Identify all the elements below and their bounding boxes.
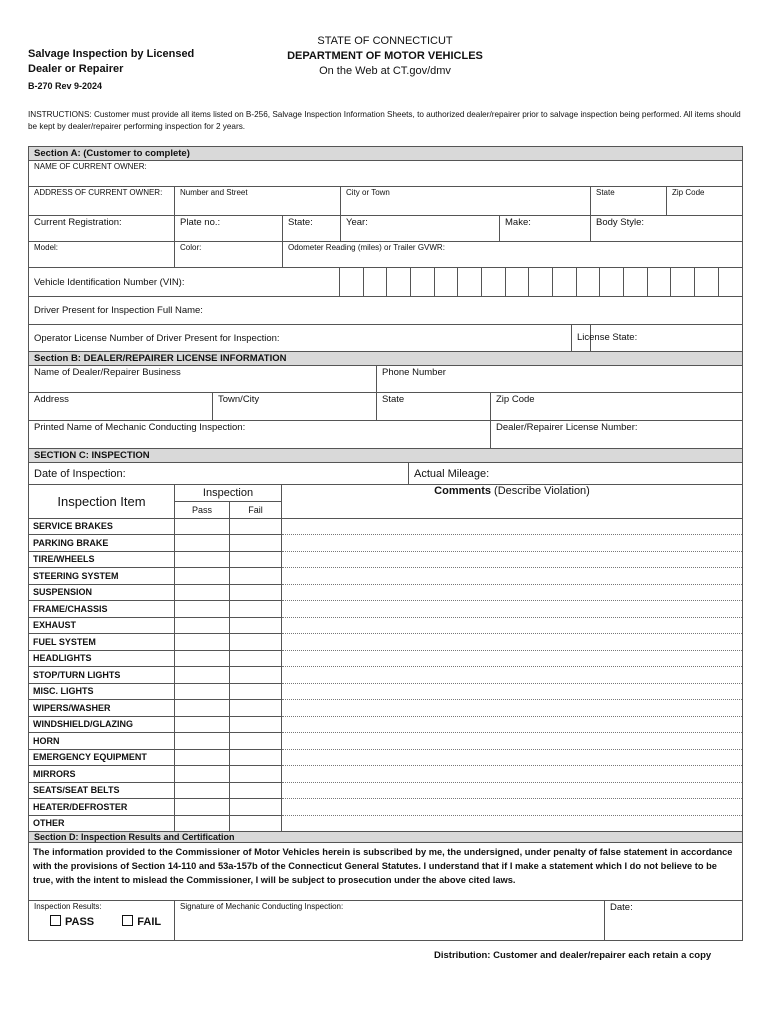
vin-char-box[interactable] bbox=[458, 268, 482, 296]
number-street-field[interactable]: Number and Street bbox=[175, 187, 341, 216]
pass-cell[interactable] bbox=[175, 601, 230, 618]
actual-mileage-field[interactable]: Actual Mileage: bbox=[409, 463, 743, 485]
inspection-row bbox=[29, 700, 743, 717]
fail-label: FAIL bbox=[137, 916, 162, 928]
inspection-row bbox=[29, 518, 743, 535]
fail-cell[interactable] bbox=[230, 634, 282, 651]
odometer-field[interactable]: Odometer Reading (miles) or Trailer GVWR: bbox=[283, 242, 743, 268]
fail-cell[interactable] bbox=[230, 518, 282, 535]
license-state-cell bbox=[577, 325, 743, 352]
form-number: B-270 Rev 9-2024 bbox=[28, 81, 103, 91]
year-make-field[interactable] bbox=[341, 216, 591, 242]
vin-char-box[interactable] bbox=[718, 268, 742, 296]
comment-cell[interactable] bbox=[282, 766, 743, 783]
inspection-row bbox=[29, 617, 743, 634]
fail-cell[interactable] bbox=[230, 799, 282, 816]
section-d-title: Section D: Inspection Results and Certification bbox=[29, 832, 743, 843]
results-options bbox=[34, 915, 169, 928]
zip-field[interactable]: Zip Code bbox=[491, 393, 743, 421]
comment-cell[interactable] bbox=[282, 799, 743, 816]
inspection-row bbox=[29, 535, 743, 552]
vin-char-box[interactable] bbox=[647, 268, 671, 296]
fail-cell[interactable] bbox=[230, 551, 282, 568]
vin-char-box[interactable] bbox=[387, 268, 411, 296]
certification-text: The information provided to the Commissioner of Motor Vehicles herein is subscribed by me, the undersigned, under penalty of false statement in accordance with the provisions of Section 14-110 and 53a-157b of the Connecticut General Statutes. I understand that if I make a statement which I do not believe to be true, with the intent to mislead the Commissioner, I will be subject to prosecution under the above cited laws. bbox=[29, 843, 743, 901]
fail-cell[interactable] bbox=[230, 782, 282, 799]
comment-cell[interactable] bbox=[282, 716, 743, 733]
pass-cell[interactable] bbox=[175, 518, 230, 535]
form-body bbox=[28, 146, 742, 941]
operator-license-field[interactable]: Operator License Number of Driver Present for Inspection: bbox=[29, 325, 591, 352]
inspection-row bbox=[29, 782, 743, 799]
inspection-row bbox=[29, 716, 743, 733]
section-c bbox=[28, 448, 743, 485]
pass-cell[interactable] bbox=[175, 535, 230, 552]
pass-cell[interactable] bbox=[175, 766, 230, 783]
comment-cell[interactable] bbox=[282, 535, 743, 552]
inspection-item-label: MISC. LIGHTS bbox=[29, 683, 175, 700]
inspection-row bbox=[29, 634, 743, 651]
inspection-row bbox=[29, 551, 743, 568]
fail-cell[interactable] bbox=[230, 700, 282, 717]
inspection-item-label: SEATS/SEAT BELTS bbox=[29, 782, 175, 799]
pass-header: Pass bbox=[175, 502, 230, 519]
inspection-row bbox=[29, 733, 743, 750]
inspection-item-label: PARKING BRAKE bbox=[29, 535, 175, 552]
city-town-field[interactable] bbox=[341, 187, 591, 216]
inspection-item-label: STEERING SYSTEM bbox=[29, 568, 175, 585]
comment-cell[interactable] bbox=[282, 667, 743, 684]
pass-cell[interactable] bbox=[175, 568, 230, 585]
comment-cell[interactable] bbox=[282, 584, 743, 601]
inspection-row bbox=[29, 749, 743, 766]
pass-cell[interactable] bbox=[175, 617, 230, 634]
inspection-item-label: WINDSHIELD/GLAZING bbox=[29, 716, 175, 733]
license-state-field[interactable]: License State: bbox=[571, 325, 742, 351]
comment-cell[interactable] bbox=[282, 782, 743, 799]
state-zip-field[interactable] bbox=[591, 187, 743, 216]
vin-char-box[interactable] bbox=[434, 268, 458, 296]
fail-checkbox[interactable] bbox=[122, 915, 133, 926]
comment-cell[interactable] bbox=[282, 700, 743, 717]
model-field[interactable]: Model: bbox=[29, 242, 175, 268]
inspection-item-header: Inspection Item bbox=[29, 485, 175, 519]
pass-cell[interactable] bbox=[175, 799, 230, 816]
comments-hint: (Describe Violation) bbox=[491, 485, 590, 497]
inspection-row bbox=[29, 815, 743, 832]
pass-cell[interactable] bbox=[175, 667, 230, 684]
fail-cell[interactable] bbox=[230, 650, 282, 667]
vin-char-box[interactable] bbox=[529, 268, 553, 296]
pass-cell[interactable] bbox=[175, 700, 230, 717]
vin-char-box[interactable] bbox=[363, 268, 387, 296]
form-title-line2: Dealer or Repairer bbox=[28, 63, 124, 75]
agency-header bbox=[230, 34, 540, 79]
vin-char-box[interactable] bbox=[600, 268, 624, 296]
mechanic-name-field[interactable]: Printed Name of Mechanic Conducting Inspection: bbox=[29, 421, 491, 449]
fail-header: Fail bbox=[230, 502, 282, 519]
fail-cell[interactable] bbox=[230, 766, 282, 783]
fail-cell[interactable] bbox=[230, 568, 282, 585]
inspection-item-label: HEATER/DEFROSTER bbox=[29, 799, 175, 816]
fail-cell[interactable] bbox=[230, 815, 282, 832]
vin-char-box[interactable] bbox=[505, 268, 529, 296]
pass-label: PASS bbox=[65, 916, 95, 928]
inspection-row bbox=[29, 799, 743, 816]
inspection-header: Inspection bbox=[175, 485, 282, 502]
inspection-item-label: HORN bbox=[29, 733, 175, 750]
state-field[interactable]: State bbox=[377, 393, 491, 421]
fail-cell[interactable] bbox=[230, 535, 282, 552]
inspection-item-label: MIRRORS bbox=[29, 766, 175, 783]
vin-char-box[interactable] bbox=[624, 268, 648, 296]
comment-cell[interactable] bbox=[282, 733, 743, 750]
inspection-item-label: SERVICE BRAKES bbox=[29, 518, 175, 535]
inspection-item-label: FUEL SYSTEM bbox=[29, 634, 175, 651]
license-number-field[interactable]: Dealer/Repairer License Number: bbox=[491, 421, 743, 449]
inspection-item-label: EMERGENCY EQUIPMENT bbox=[29, 749, 175, 766]
inspection-row bbox=[29, 650, 743, 667]
comments-header bbox=[282, 485, 743, 519]
make-field[interactable]: Make: bbox=[505, 217, 531, 228]
section-b-title: Section B: DEALER/REPAIRER LICENSE INFORMATION bbox=[29, 352, 743, 366]
pass-cell[interactable] bbox=[175, 650, 230, 667]
business-name-field[interactable]: Name of Dealer/Repairer Business bbox=[29, 366, 377, 393]
pass-checkbox[interactable] bbox=[50, 915, 61, 926]
comment-cell[interactable] bbox=[282, 749, 743, 766]
fail-cell[interactable] bbox=[230, 683, 282, 700]
inspection-row bbox=[29, 667, 743, 684]
town-city-field[interactable]: Town/City bbox=[213, 393, 377, 421]
phone-field[interactable]: Phone Number bbox=[377, 366, 743, 393]
vin-char-box[interactable] bbox=[553, 268, 577, 296]
inspection-item-label: STOP/TURN LIGHTS bbox=[29, 667, 175, 684]
pass-cell[interactable] bbox=[175, 716, 230, 733]
current-registration-label: Current Registration: bbox=[29, 216, 175, 242]
inspection-row bbox=[29, 568, 743, 585]
vin-char-box[interactable] bbox=[695, 268, 719, 296]
color-field[interactable]: Color: bbox=[175, 242, 283, 268]
comment-cell[interactable] bbox=[282, 634, 743, 651]
form-title-line1: Salvage Inspection by Licensed bbox=[28, 48, 195, 60]
pass-cell[interactable] bbox=[175, 584, 230, 601]
inspection-results-cell bbox=[29, 901, 175, 941]
inspection-table bbox=[28, 484, 743, 832]
vin-char-box[interactable] bbox=[576, 268, 600, 296]
comment-cell[interactable] bbox=[282, 683, 743, 700]
fail-cell[interactable] bbox=[230, 584, 282, 601]
body-style-field[interactable]: Body Style: bbox=[591, 216, 743, 242]
reg-state-field[interactable]: State: bbox=[283, 216, 341, 242]
inspection-results-label: Inspection Results: bbox=[34, 902, 102, 911]
section-c-title: SECTION C: INSPECTION bbox=[29, 449, 743, 463]
fail-cell[interactable] bbox=[230, 601, 282, 618]
comments-label: Comments bbox=[434, 485, 491, 497]
vin-row bbox=[29, 268, 743, 297]
section-b bbox=[28, 351, 743, 449]
form-title bbox=[28, 47, 194, 94]
section-a bbox=[28, 146, 743, 352]
pass-cell[interactable] bbox=[175, 551, 230, 568]
address-field[interactable]: Address bbox=[29, 393, 213, 421]
driver-present-field[interactable]: Driver Present for Inspection Full Name: bbox=[29, 297, 743, 325]
fail-cell[interactable] bbox=[230, 749, 282, 766]
fail-cell[interactable] bbox=[230, 733, 282, 750]
department-name: DEPARTMENT OF MOTOR VEHICLES bbox=[287, 50, 483, 62]
comment-cell[interactable] bbox=[282, 650, 743, 667]
vin-char-box[interactable] bbox=[671, 268, 695, 296]
vin-char-box[interactable] bbox=[482, 268, 506, 296]
inspection-item-label: SUSPENSION bbox=[29, 584, 175, 601]
comment-cell[interactable] bbox=[282, 568, 743, 585]
name-owner-field[interactable]: NAME OF CURRENT OWNER: bbox=[29, 161, 743, 187]
zip-field[interactable]: Zip Code bbox=[672, 188, 705, 197]
comment-cell[interactable] bbox=[282, 551, 743, 568]
city-town-label: City or Town bbox=[346, 188, 390, 197]
web-address: On the Web at CT.gov/dmv bbox=[319, 65, 451, 77]
comment-cell[interactable] bbox=[282, 815, 743, 832]
pass-cell[interactable] bbox=[175, 683, 230, 700]
address-owner-label: ADDRESS OF CURRENT OWNER: bbox=[29, 187, 175, 216]
comment-cell[interactable] bbox=[282, 617, 743, 634]
signature-field[interactable]: Signature of Mechanic Conducting Inspection: bbox=[175, 901, 605, 941]
inspection-item-label: EXHAUST bbox=[29, 617, 175, 634]
vin-label: Vehicle Identification Number (VIN): bbox=[29, 268, 340, 296]
pass-cell[interactable] bbox=[175, 634, 230, 651]
instructions: INSTRUCTIONS: Customer must provide all items listed on B-256, Salvage Inspection Information Sheets, to authorized dealer/repairer prior to salvage inspection being performed. All items should be kept by dealer/repairer performing inspection for 2 years. bbox=[28, 110, 741, 131]
pass-cell[interactable] bbox=[175, 733, 230, 750]
inspection-row bbox=[29, 683, 743, 700]
inspection-item-label: FRAME/CHASSIS bbox=[29, 601, 175, 618]
inspection-item-label: HEADLIGHTS bbox=[29, 650, 175, 667]
inspection-rows bbox=[29, 518, 743, 832]
year-field[interactable]: Year: bbox=[341, 216, 500, 241]
vin-char-box[interactable] bbox=[411, 268, 435, 296]
inspection-item-label: TIRE/WHEELS bbox=[29, 551, 175, 568]
pass-cell[interactable] bbox=[175, 749, 230, 766]
plate-no-field[interactable]: Plate no.: bbox=[175, 216, 283, 242]
fail-cell[interactable] bbox=[230, 617, 282, 634]
inspection-item-label: OTHER bbox=[29, 815, 175, 832]
inspection-row bbox=[29, 601, 743, 618]
inspection-row bbox=[29, 766, 743, 783]
date-field[interactable]: Date: bbox=[605, 901, 743, 941]
comment-cell[interactable] bbox=[282, 601, 743, 618]
pass-cell[interactable] bbox=[175, 782, 230, 799]
distribution-note: Distribution: Customer and dealer/repairer each retain a copy bbox=[434, 950, 712, 961]
pass-cell[interactable] bbox=[175, 815, 230, 832]
section-a-title: Section A: (Customer to complete) bbox=[29, 147, 743, 161]
fail-cell[interactable] bbox=[230, 667, 282, 684]
fail-cell[interactable] bbox=[230, 716, 282, 733]
state-field[interactable]: State bbox=[591, 187, 667, 215]
comment-cell[interactable] bbox=[282, 518, 743, 535]
inspection-item-label: WIPERS/WASHER bbox=[29, 700, 175, 717]
section-d bbox=[28, 831, 743, 941]
date-of-inspection-field[interactable]: Date of Inspection: bbox=[29, 463, 409, 485]
vin-char-box[interactable] bbox=[340, 268, 364, 296]
inspection-row bbox=[29, 584, 743, 601]
state-name: STATE OF CONNECTICUT bbox=[317, 35, 453, 47]
